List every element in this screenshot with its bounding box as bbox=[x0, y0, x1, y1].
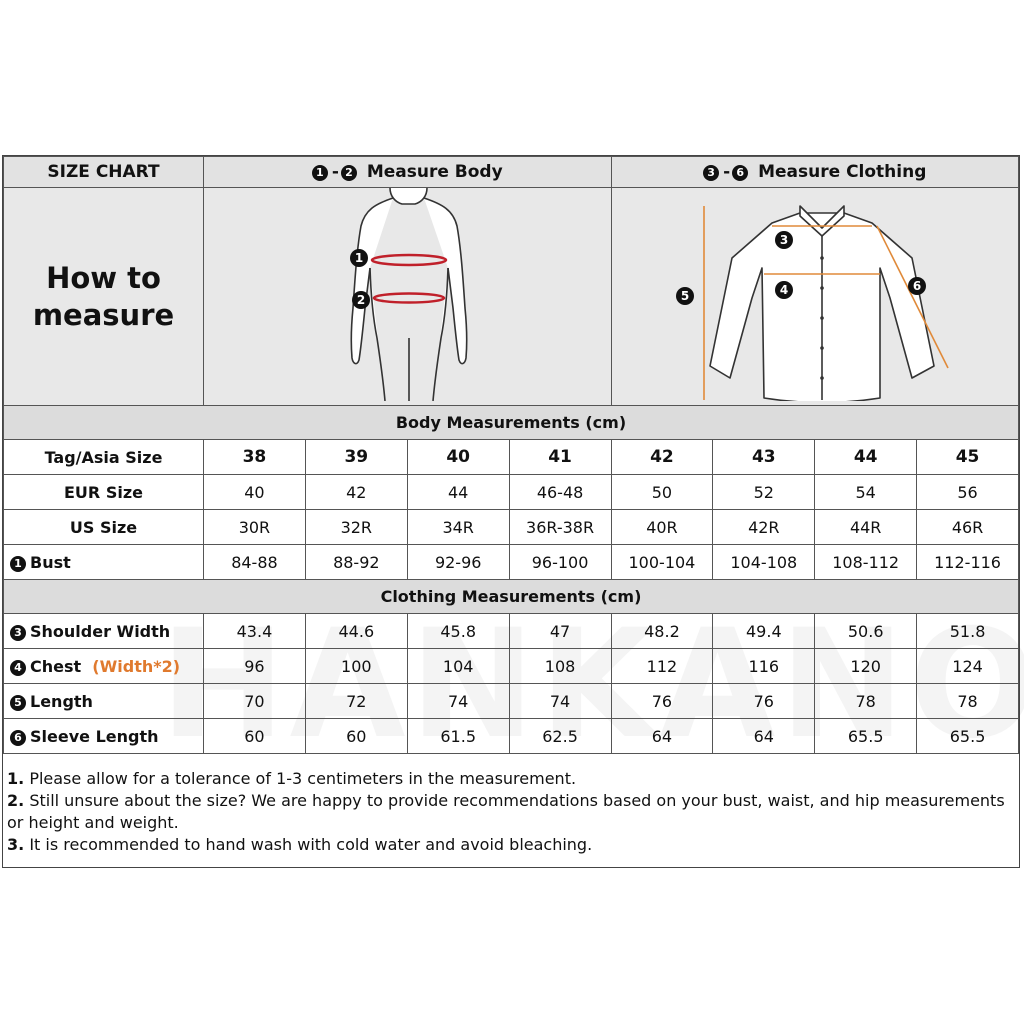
marker-waist: 2 bbox=[357, 293, 366, 307]
table-cell: 84-88 bbox=[204, 545, 306, 580]
table-cell: 108 bbox=[509, 649, 611, 684]
table-cell: 92-96 bbox=[407, 545, 509, 580]
size-chart-title: SIZE CHART bbox=[4, 157, 204, 188]
table-cell: 64 bbox=[713, 719, 815, 754]
how-to-line1: How to bbox=[46, 260, 161, 295]
row-label bbox=[4, 684, 204, 719]
note-text: Still unsure about the size? We are happy to provide recommendations based on your bust, waist, and hip measurements or height and weight. bbox=[7, 791, 1005, 832]
table-cell: 44 bbox=[407, 475, 509, 510]
num-badge: 3 bbox=[10, 625, 26, 641]
table-cell: 48.2 bbox=[611, 614, 713, 649]
table-row bbox=[4, 475, 1019, 510]
table-cell: 61.5 bbox=[407, 719, 509, 754]
row-label-text: Bust bbox=[30, 552, 71, 572]
table-cell: 100-104 bbox=[611, 545, 713, 580]
table-row bbox=[4, 649, 1019, 684]
table-row bbox=[4, 614, 1019, 649]
table-cell: 40R bbox=[611, 510, 713, 545]
row-label: Tag/Asia Size bbox=[4, 440, 204, 475]
table-cell: 60 bbox=[204, 719, 306, 754]
table-cell: 104-108 bbox=[713, 545, 815, 580]
marker-bust: 1 bbox=[355, 251, 364, 265]
table-cell: 65.5 bbox=[917, 719, 1019, 754]
table-cell: 74 bbox=[509, 684, 611, 719]
diagram-row bbox=[4, 188, 1019, 406]
row-label-text: Length bbox=[30, 691, 93, 711]
note-num: 1. bbox=[7, 769, 25, 788]
note-3 bbox=[7, 834, 1015, 856]
table-cell: 76 bbox=[713, 684, 815, 719]
table-cell: 96 bbox=[204, 649, 306, 684]
table-cell: 34R bbox=[407, 510, 509, 545]
num-badge: 6 bbox=[732, 165, 748, 181]
table-row bbox=[4, 719, 1019, 754]
notes-block bbox=[3, 754, 1019, 866]
table-cell: 51.8 bbox=[917, 614, 1019, 649]
table-cell: 49.4 bbox=[713, 614, 815, 649]
marker-chest: 4 bbox=[779, 283, 788, 297]
table-cell: 124 bbox=[917, 649, 1019, 684]
table-cell: 64 bbox=[611, 719, 713, 754]
measure-clothing-header: 3 - 6 Measure Clothing bbox=[611, 157, 1019, 188]
table-cell: 44R bbox=[815, 510, 917, 545]
body-section-title: Body Measurements (cm) bbox=[4, 406, 1019, 440]
table-cell: 78 bbox=[815, 684, 917, 719]
table-cell: 39 bbox=[305, 440, 407, 475]
table-cell: 36R-38R bbox=[509, 510, 611, 545]
note-text: It is recommended to hand wash with cold water and avoid bleaching. bbox=[29, 835, 593, 854]
row-label-text: Sleeve Length bbox=[30, 726, 159, 746]
marker-sleeve: 6 bbox=[912, 279, 921, 293]
note-num: 3. bbox=[7, 835, 25, 854]
table-cell: 42 bbox=[611, 440, 713, 475]
table-cell: 32R bbox=[305, 510, 407, 545]
how-to-measure-title bbox=[4, 188, 204, 406]
num-badge: 1 bbox=[312, 165, 328, 181]
table-cell: 47 bbox=[509, 614, 611, 649]
table-cell: 42R bbox=[713, 510, 815, 545]
shirt-figure-icon bbox=[612, 188, 1019, 401]
num-badge: 1 bbox=[10, 556, 26, 572]
table-row bbox=[4, 440, 1019, 475]
clothing-section-row bbox=[4, 580, 1019, 614]
size-chart-table bbox=[3, 156, 1019, 754]
row-label: US Size bbox=[4, 510, 204, 545]
clothing-section-title: Clothing Measurements (cm) bbox=[4, 580, 1019, 614]
table-cell: 45 bbox=[917, 440, 1019, 475]
table-cell: 38 bbox=[204, 440, 306, 475]
table-cell: 56 bbox=[917, 475, 1019, 510]
note-1 bbox=[7, 768, 1015, 790]
num-badge: 6 bbox=[10, 730, 26, 746]
row-label bbox=[4, 614, 204, 649]
row-label bbox=[4, 649, 204, 684]
table-cell: 46R bbox=[917, 510, 1019, 545]
table-cell: 72 bbox=[305, 684, 407, 719]
table-cell: 62.5 bbox=[509, 719, 611, 754]
table-cell: 65.5 bbox=[815, 719, 917, 754]
table-cell: 100 bbox=[305, 649, 407, 684]
table-cell: 50.6 bbox=[815, 614, 917, 649]
table-cell: 120 bbox=[815, 649, 917, 684]
measure-body-header: 1 - 2 Measure Body bbox=[204, 157, 612, 188]
table-cell: 104 bbox=[407, 649, 509, 684]
table-cell: 52 bbox=[713, 475, 815, 510]
table-cell: 46-48 bbox=[509, 475, 611, 510]
table-cell: 30R bbox=[204, 510, 306, 545]
body-figure-icon bbox=[205, 188, 609, 401]
table-cell: 116 bbox=[713, 649, 815, 684]
row-label-text: Chest bbox=[30, 656, 82, 676]
body-diagram-cell bbox=[204, 188, 612, 406]
table-cell: 40 bbox=[407, 440, 509, 475]
table-row bbox=[4, 510, 1019, 545]
table-row bbox=[4, 545, 1019, 580]
table-cell: 60 bbox=[305, 719, 407, 754]
table-cell: 44.6 bbox=[305, 614, 407, 649]
table-cell: 76 bbox=[611, 684, 713, 719]
table-cell: 44 bbox=[815, 440, 917, 475]
table-cell: 40 bbox=[204, 475, 306, 510]
table-cell: 54 bbox=[815, 475, 917, 510]
table-cell: 112 bbox=[611, 649, 713, 684]
table-cell: 108-112 bbox=[815, 545, 917, 580]
table-cell: 50 bbox=[611, 475, 713, 510]
table-cell: 41 bbox=[509, 440, 611, 475]
row-label bbox=[4, 545, 204, 580]
chest-note: (Width*2) bbox=[92, 656, 181, 676]
table-cell: 70 bbox=[204, 684, 306, 719]
table-cell: 112-116 bbox=[917, 545, 1019, 580]
measure-clothing-label: Measure Clothing bbox=[758, 162, 927, 182]
table-cell: 88-92 bbox=[305, 545, 407, 580]
table-cell: 45.8 bbox=[407, 614, 509, 649]
note-2 bbox=[7, 790, 1015, 834]
num-badge: 2 bbox=[341, 165, 357, 181]
row-label bbox=[4, 719, 204, 754]
measure-body-label: Measure Body bbox=[366, 162, 503, 182]
size-chart-sheet bbox=[2, 155, 1020, 868]
num-badge: 3 bbox=[703, 165, 719, 181]
row-label-text: Shoulder Width bbox=[30, 621, 171, 641]
table-row bbox=[4, 684, 1019, 719]
header-row bbox=[4, 157, 1019, 188]
num-badge: 5 bbox=[10, 695, 26, 711]
table-cell: 74 bbox=[407, 684, 509, 719]
table-cell: 96-100 bbox=[509, 545, 611, 580]
note-num: 2. bbox=[7, 791, 25, 810]
shirt-diagram-cell bbox=[611, 188, 1019, 406]
marker-length: 5 bbox=[680, 289, 689, 303]
note-text: Please allow for a tolerance of 1-3 centimeters in the measurement. bbox=[29, 769, 577, 788]
num-badge: 4 bbox=[10, 660, 26, 676]
table-cell: 43.4 bbox=[204, 614, 306, 649]
row-label: EUR Size bbox=[4, 475, 204, 510]
table-cell: 78 bbox=[917, 684, 1019, 719]
marker-shoulder: 3 bbox=[779, 233, 788, 247]
how-to-line2: measure bbox=[32, 297, 175, 332]
body-section-row bbox=[4, 406, 1019, 440]
table-cell: 43 bbox=[713, 440, 815, 475]
table-cell: 42 bbox=[305, 475, 407, 510]
